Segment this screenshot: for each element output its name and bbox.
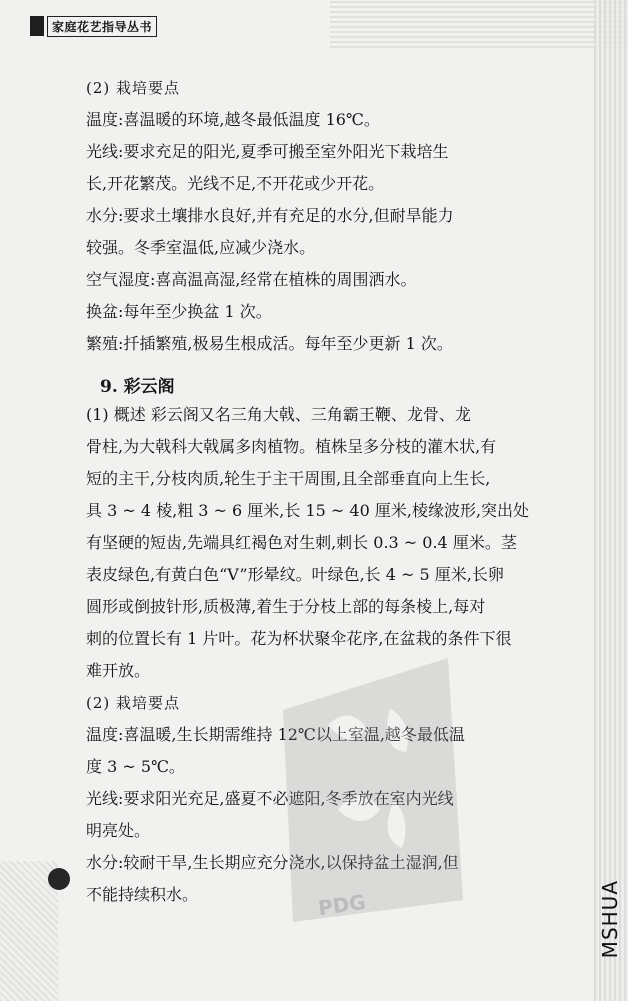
text-line: 具 3 ~ 4 棱,粗 3 ~ 6 厘米,长 15 ~ 40 厘米,棱缘波形,突出处 [86, 501, 530, 520]
care-lines [86, 723, 572, 915]
text-line: 换盆:每年至少换盆 1 次。 [86, 302, 272, 321]
text-line: 有坚硬的短齿,先端具红褐色对生刺,刺长 0.3 ~ 0.4 厘米。茎 [86, 533, 517, 552]
text-line: 明亮处。 [86, 821, 151, 840]
overview-lines [86, 403, 572, 691]
scan-edge-top [330, 0, 628, 48]
header-marker [30, 16, 44, 36]
text-line: 刺的位置长有 1 片叶。花为杯状聚伞花序,在盆栽的条件下很 [86, 629, 512, 648]
text-line: 光线:要求充足的阳光,夏季可搬至室外阳光下栽培生 [86, 142, 449, 161]
page-marker [48, 868, 70, 890]
section2-title: 9. 彩云阁 [100, 377, 175, 397]
section2-subheading: (2) 栽培要点 [86, 694, 181, 712]
text-line: 温度:喜温暖,生长期需维持 12℃以上室温,越冬最低温 [86, 725, 465, 744]
text-line: 骨柱,为大戟科大戟属多肉植物。植株呈多分枝的灌木状,有 [86, 437, 497, 456]
section1-lines [86, 108, 572, 364]
series-title: 家庭花艺指导丛书 [47, 16, 157, 37]
watermark-label: PDG [316, 889, 368, 921]
text-line: 难开放。 [86, 661, 151, 680]
text-line: (1) 概述 彩云阁又名三角大戟、三角霸王鞭、龙骨、龙 [86, 405, 471, 424]
running-header [30, 14, 164, 38]
text-line: 表皮绿色,有黄白色“V”形晕纹。叶绿色,长 4 ~ 5 厘米,长卵 [86, 565, 504, 584]
text-line: 水分:较耐干旱,生长期应充分浇水,以保持盆土湿润,但 [86, 853, 459, 872]
text-line: 繁殖:扦插繁殖,极易生根成活。每年至少更新 1 次。 [86, 334, 453, 353]
text-line: 不能持续积水。 [86, 885, 199, 904]
text-line: 圆形或倒披针形,质极薄,着生于分枝上部的每条棱上,每对 [86, 597, 486, 616]
text-line: 短的主干,分枝肉质,轮生于主干周围,且全部垂直向上生长, [86, 469, 491, 488]
text-line: 度 3 ~ 5℃。 [86, 757, 185, 776]
section1-subheading: (2) 栽培要点 [86, 79, 181, 97]
side-label: MSHUA [598, 880, 622, 959]
text-line: 长,开花繁茂。光线不足,不开花或少开花。 [86, 174, 385, 193]
text-line: 水分:要求土壤排水良好,并有充足的水分,但耐旱能力 [86, 206, 454, 225]
text-line: 空气湿度:喜高温高湿,经常在植株的周围洒水。 [86, 270, 417, 289]
text-line: 光线:要求阳光充足,盛夏不必遮阳,冬季放在室内光线 [86, 789, 454, 808]
page-body [86, 76, 572, 915]
text-line: 较强。冬季室温低,应减少浇水。 [86, 238, 316, 257]
text-line: 温度:喜温暖的环境,越冬最低温度 16℃。 [86, 110, 380, 129]
scan-edge-right [594, 0, 628, 1001]
